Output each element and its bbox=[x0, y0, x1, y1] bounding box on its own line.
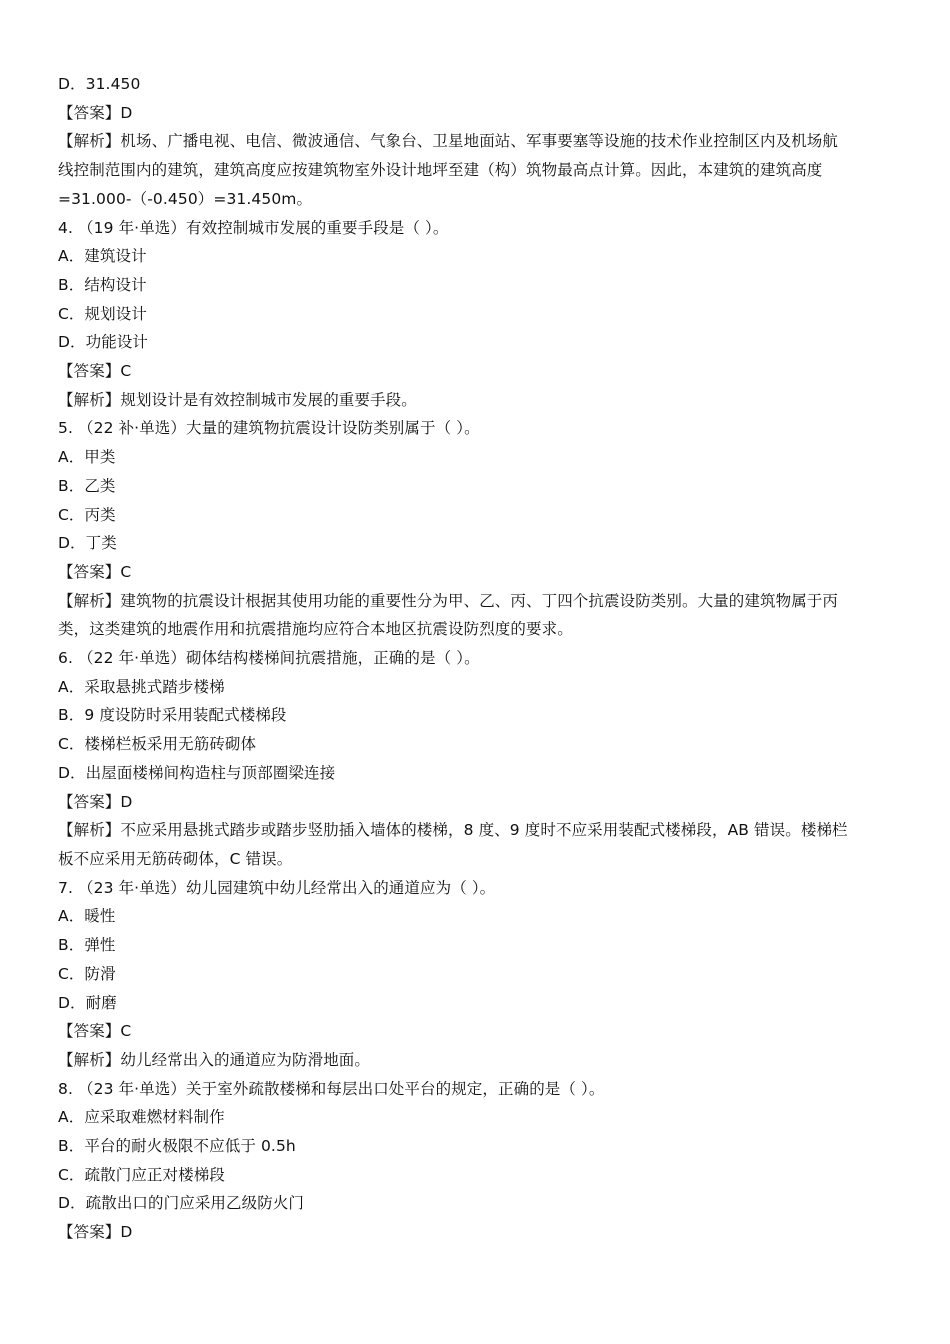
answer: 【答案】D bbox=[58, 103, 133, 122]
analysis-line: 【解析】机场、广播电视、电信、微波通信、气象台、卫星地面站、军事要塞等设施的技术作业控制区内及机场航 bbox=[58, 132, 839, 151]
option-a: A．建筑设计 bbox=[58, 247, 147, 266]
option-d: D．功能设计 bbox=[58, 333, 149, 352]
question-stem: 4. （19 年·单选）有效控制城市发展的重要手段是（ ）。 bbox=[58, 218, 449, 237]
analysis-line: 【解析】幼儿经常出入的通道应为防滑地面。 bbox=[58, 1050, 371, 1069]
option-a: A．采取悬挑式踏步楼梯 bbox=[58, 677, 225, 696]
question-stem: 8. （23 年·单选）关于室外疏散楼梯和每层出口处平台的规定，正确的是（ ）。 bbox=[58, 1079, 605, 1098]
question-stem: 6. （22 年·单选）砌体结构楼梯间抗震措施，正确的是（ ）。 bbox=[58, 649, 480, 668]
answer: 【答案】C bbox=[58, 1022, 132, 1041]
analysis-line: 【解析】规划设计是有效控制城市发展的重要手段。 bbox=[58, 390, 417, 409]
question-stem: 5. （22 补·单选）大量的建筑物抗震设计设防类别属于（ ）。 bbox=[58, 419, 480, 438]
option-a: A．暖性 bbox=[58, 907, 116, 926]
question-stem: 7. （23 年·单选）幼儿园建筑中幼儿经常出入的通道应为（ ）。 bbox=[58, 878, 496, 897]
option-b: B．平台的耐火极限不应低于 0.5h bbox=[58, 1137, 296, 1156]
option-d: D．耐磨 bbox=[58, 993, 117, 1012]
document-page bbox=[58, 70, 894, 1247]
answer: 【答案】D bbox=[58, 792, 133, 811]
option-a: A．应采取难燃材料制作 bbox=[58, 1108, 225, 1127]
analysis-line: 【解析】建筑物的抗震设计根据其使用功能的重要性分为甲、乙、丙、丁四个抗震设防类别。大量的建筑物属于丙 bbox=[58, 591, 839, 610]
option-b: B．弹性 bbox=[58, 936, 116, 955]
option-d: D．疏散出口的门应采用乙级防火门 bbox=[58, 1194, 305, 1213]
option-a: A．甲类 bbox=[58, 448, 116, 467]
option-b: B．结构设计 bbox=[58, 275, 147, 294]
option-d: D．丁类 bbox=[58, 534, 117, 553]
option-b: B．9 度设防时采用装配式楼梯段 bbox=[58, 706, 287, 725]
option-d: D．出屋面楼梯间构造柱与顶部圈梁连接 bbox=[58, 763, 336, 782]
analysis-line: 【解析】不应采用悬挑式踏步或踏步竖肋插入墙体的楼梯，8 度、9 度时不应采用装配式楼梯段，AB 错误。楼梯栏 bbox=[58, 821, 848, 840]
answer: 【答案】D bbox=[58, 1223, 133, 1242]
analysis-line: 线控制范围内的建筑，建筑高度应按建筑物室外设计地坪至建（构）筑物最高点计算。因此，本建筑的建筑高度 bbox=[58, 161, 823, 180]
option-c: C．防滑 bbox=[58, 964, 116, 983]
option-c: C．疏散门应正对楼梯段 bbox=[58, 1165, 225, 1184]
analysis-line: 类，这类建筑的地震作用和抗震措施均应符合本地区抗震设防烈度的要求。 bbox=[58, 620, 573, 639]
analysis-line: =31.000-（-0.450）=31.450m。 bbox=[58, 189, 313, 208]
option-c: C．丙类 bbox=[58, 505, 116, 524]
option-d: D．31.450 bbox=[58, 75, 141, 93]
option-b: B．乙类 bbox=[58, 476, 116, 495]
option-c: C．楼梯栏板采用无筋砖砌体 bbox=[58, 735, 257, 754]
answer: 【答案】C bbox=[58, 562, 132, 581]
analysis-line: 板不应采用无筋砖砌体，C 错误。 bbox=[58, 849, 293, 868]
option-c: C．规划设计 bbox=[58, 304, 147, 323]
answer: 【答案】C bbox=[58, 362, 132, 381]
